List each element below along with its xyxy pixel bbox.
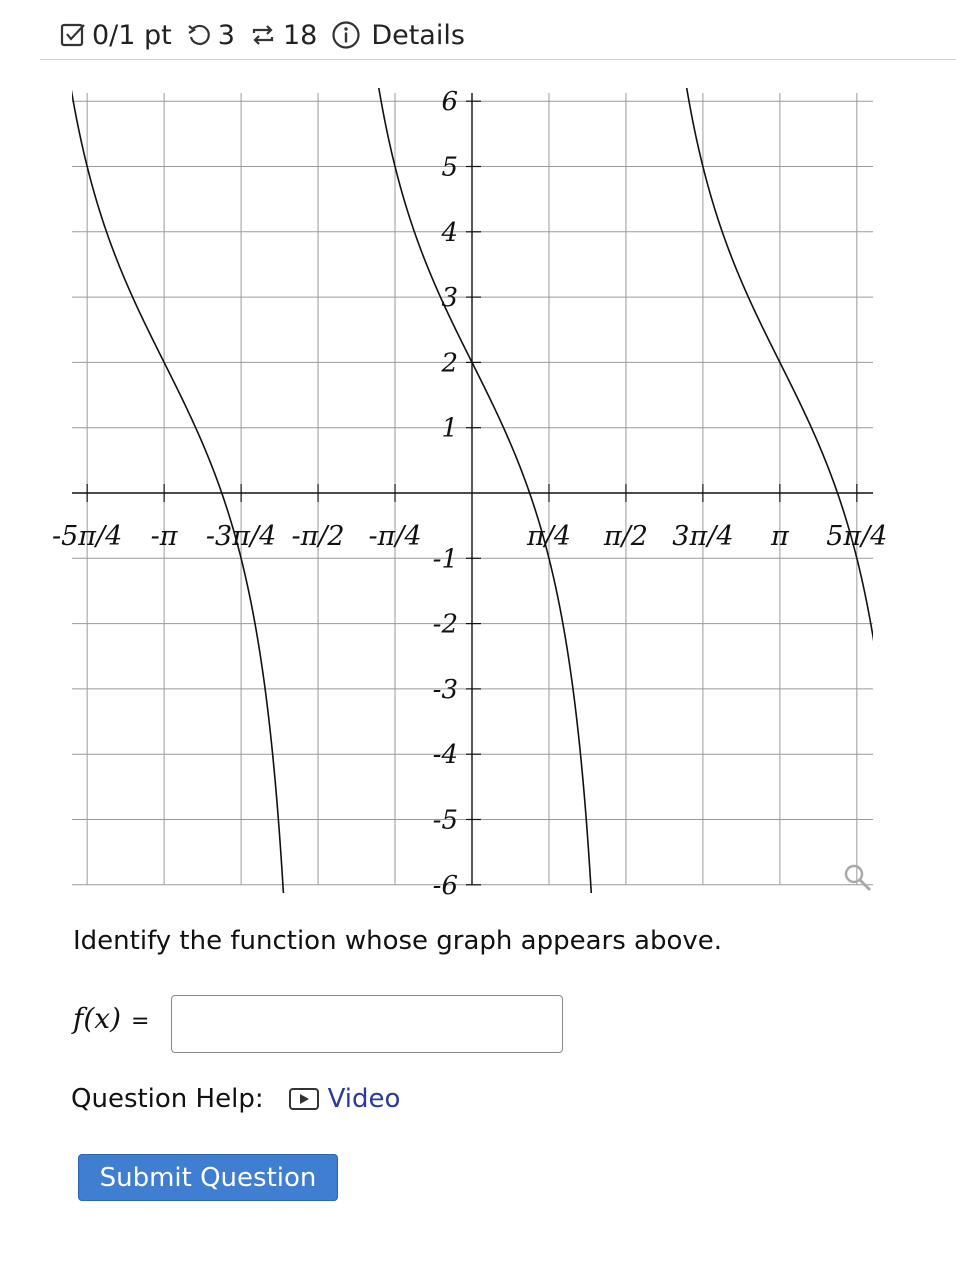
x-tick-label: -5π/4 [51, 521, 123, 552]
y-tick-label: 5 [441, 152, 458, 183]
x-tick-label: π/4 [526, 521, 571, 552]
x-tick-label: -π/2 [291, 521, 345, 552]
question-help [71, 1084, 400, 1114]
answer-label [73, 1002, 149, 1035]
attempts-count: 18 [282, 19, 318, 51]
score-indicator [60, 20, 172, 51]
y-tick-label: 2 [441, 348, 458, 379]
x-tick-label: π/2 [603, 521, 648, 552]
x-tick-label: 3π/4 [672, 521, 734, 552]
y-tick-label: 4 [441, 217, 458, 248]
x-tick-label: -π [150, 521, 178, 552]
x-tick-label: 5π/4 [826, 521, 888, 552]
y-tick-label: -3 [432, 674, 458, 705]
score-text: 0/1 pt [92, 19, 172, 51]
y-tick-label: -2 [432, 609, 458, 640]
y-tick-label: -4 [432, 740, 458, 771]
function-curve-branch [637, 60, 924, 900]
retries-count: 3 [217, 19, 235, 51]
answer-input[interactable] [171, 995, 563, 1053]
function-curve-branch [21, 60, 308, 900]
x-tick-label: -π/4 [368, 521, 422, 552]
x-tick-label: -3π/4 [205, 521, 277, 552]
undo-icon [186, 22, 212, 48]
function-graph [0, 60, 956, 900]
y-tick-label: -5 [432, 805, 458, 836]
x-tick-label: π [771, 521, 789, 552]
y-tick-label: -6 [432, 870, 458, 900]
y-tick-label: -1 [432, 544, 458, 575]
attempts-indicator [249, 20, 317, 51]
checkbox-icon [60, 22, 86, 48]
question-status-bar [60, 14, 479, 56]
info-icon [331, 20, 361, 50]
function-label: f(x) [73, 1002, 122, 1035]
video-icon [288, 1086, 320, 1112]
submit-question-button[interactable]: Submit Question [78, 1154, 338, 1201]
zoom-icon[interactable] [846, 866, 870, 890]
details-label: Details [371, 19, 465, 51]
repeat-icon [249, 22, 277, 48]
video-label: Video [327, 1084, 401, 1114]
y-tick-label: 3 [441, 283, 458, 314]
video-link[interactable] [288, 1084, 401, 1114]
equals-sign: = [131, 1009, 150, 1034]
y-tick-label: 6 [441, 87, 458, 118]
question-text: Identify the function whose graph appears above. [73, 926, 723, 956]
retries-indicator [186, 20, 235, 51]
details-toggle[interactable] [331, 20, 465, 51]
help-label: Question Help: [71, 1084, 264, 1114]
function-curve-branch [329, 60, 616, 900]
y-tick-label: 1 [441, 413, 458, 444]
